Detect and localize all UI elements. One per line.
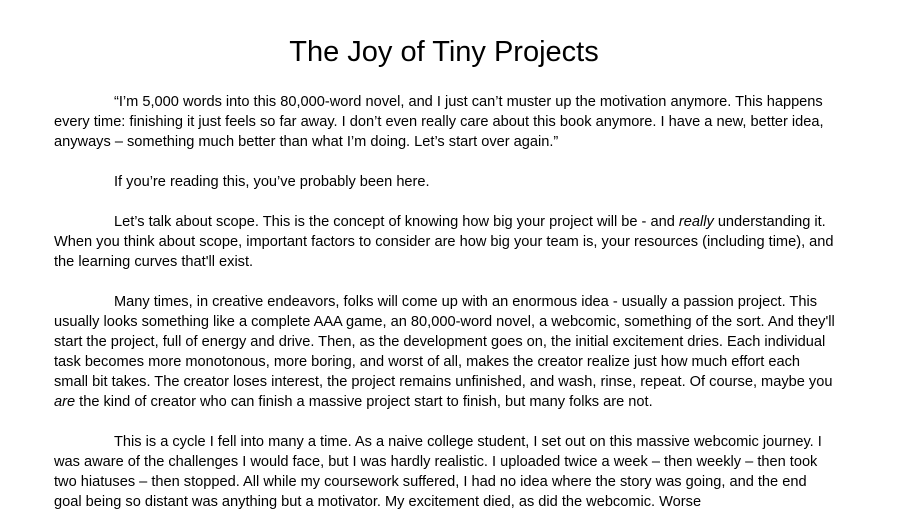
paragraph-quote: “I’m 5,000 words into this 80,000-word novel, and I just can’t muster up the motivation anymore. This happens every time: finishing it just feels so far away. I don’t even really care about this book anymore. I have a new, better idea, anyways – something much better than what I’m doing. Let’s start over again.” xyxy=(54,94,824,150)
paragraph-webcomic-cycle: This is a cycle I fell into many a time. As a naive college student, I set out on this massive webcomic journey. I was aware of the challenges I would face, but I was hardly realistic. I uploaded twice a week – then weekly – then took two hiatuses – then stopped. All while my coursework suffered, I had no idea where the story was going, and the end goal being so distant was anything but a motivator. My excitement died, as did the webcomic. Worse xyxy=(54,434,822,510)
paragraph-scope xyxy=(54,212,836,272)
paragraph-creative-text-end: the kind of creator who can finish a massive project start to finish, but many folks are not. xyxy=(75,394,653,410)
paragraph-creative-endeavors xyxy=(54,292,836,412)
paragraph-creative-text-start: Many times, in creative endeavors, folks will come up with an enormous idea - usually a passion project. This usually looks something like a complete AAA game, an 80,000-word novel, a webcomic, something of the sort. And they'll start the project, full of energy and drive. Then, as the development goes on, the initial excitement dries. Each individual task becomes more monotonous, more boring, and worst of all, makes the creator realize just how much effort each small bit takes. The creator loses interest, the project remains unfinished, and wash, rinse, repeat. Of course, maybe you xyxy=(54,294,835,390)
paragraph-scope-text-end: understanding it. When you think about scope, important factors to consider are how big your team is, your resources (including time), and the learning curves that'll exist. xyxy=(54,214,834,270)
document-title: The Joy of Tiny Projects xyxy=(289,36,599,68)
paragraph-reading-this: If you’re reading this, you’ve probably been here. xyxy=(114,174,430,190)
paragraph-scope-text-start: Let’s talk about scope. This is the concept of knowing how big your project will be - and xyxy=(114,214,679,230)
paragraph-creative-emphasis: are xyxy=(54,394,76,410)
document-body xyxy=(54,92,836,511)
paragraph-scope-emphasis: really xyxy=(678,214,714,230)
